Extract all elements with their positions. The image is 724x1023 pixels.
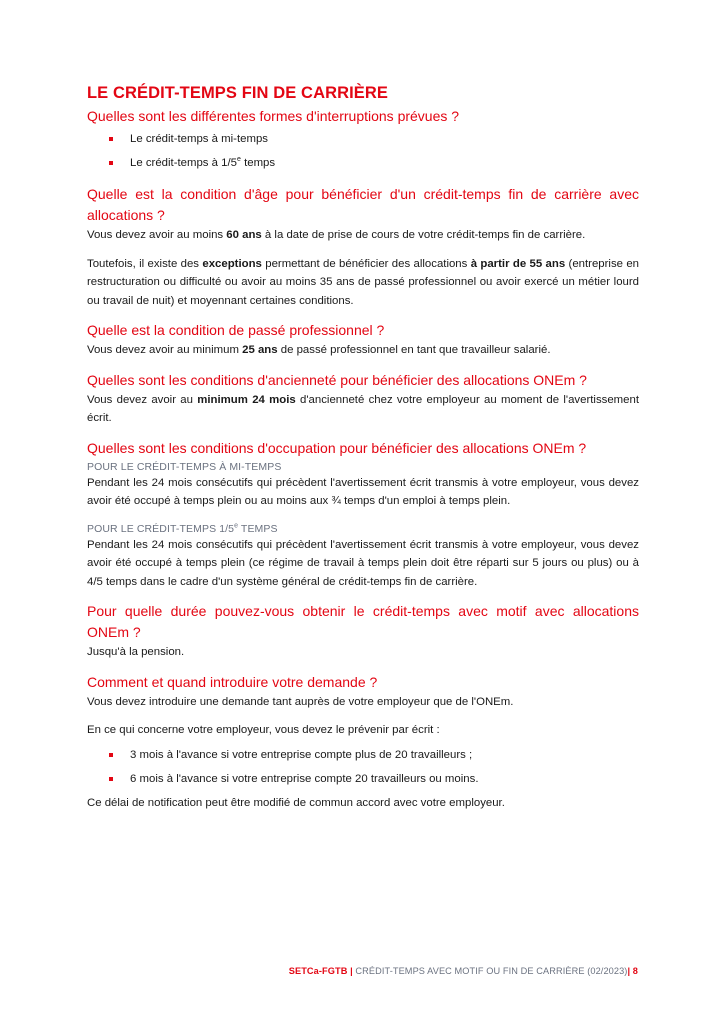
page-footer: SETCa-FGTB | CRÉDIT-TEMPS AVEC MOTIF OU FIN DE CARRIÈRE (02/2023)| 8 [288,966,638,976]
bullet-icon [109,753,113,757]
section-heading-career: Quelle est la condition de passé professionnel ? [87,322,385,338]
notice-list [87,746,639,788]
section-heading-occupation: Quelles sont les conditions d'occupation pour bénéficier des allocations ONEm ? [87,439,587,456]
paragraph: Vous devez introduire une demande tant auprès de votre employeur que de l'ONEm. [87,695,514,708]
paragraph: Pendant les 24 mois consécutifs qui précèdent l'avertissement écrit transmis à votre employeur, vous devez avoir été occupé à temps plein ou au moins aux ¾ temps d'un emploi à temps plein. [87,476,639,507]
paragraph: Pendant les 24 mois consécutifs qui précèdent l'avertissement écrit transmis à votre employeur, vous devez avoir été occupé à temps plein (ce régime de travail à temps plein doit être réparti sur 5 jours ou plus) ou à 4/5 temps dans le cadre d'un système général de crédit-temps fin de carrière. [87,538,639,588]
document-page [87,84,639,812]
paragraph: Vous devez avoir au minimum 25 ans de passé professionnel en tant que travailleur salarié. [87,344,551,356]
bullet-icon [109,137,113,141]
paragraph: Jusqu'à la pension. [87,646,185,658]
list-item: 6 mois à l'avance si votre entreprise compte 20 travailleurs ou moins. [87,770,639,788]
bullet-icon [109,161,113,165]
list-item: Le crédit-temps à 1/5e temps [87,154,639,172]
paragraph: Toutefois, il existe des exceptions permettant de bénéficier des allocations à partir de 55 ans (entreprise en restructuration ou difficulté ou avoir au moins 35 ans de passé professionnel ou avoir exercé un métier lourd ou travail de nuit) et moyennant certaines conditions. [87,257,639,307]
section-heading-seniority: Quelles sont les conditions d'ancienneté pour bénéficier des allocations ONEm ? [87,371,587,388]
paragraph: Ce délai de notification peut être modifié de commun accord avec votre employeur. [87,796,505,809]
section-heading-request: Comment et quand introduire votre demande ? [87,673,378,690]
page-number: 8 [632,966,638,976]
section-heading-age: Quelle est la condition d'âge pour bénéficier d'un crédit-temps fin de carrière avec allocations ? [87,186,639,223]
page-title: LE CRÉDIT-TEMPS FIN DE CARRIÈRE [87,84,389,102]
footer-title: CRÉDIT-TEMPS AVEC MOTIF OU FIN DE CARRIÈRE (02/2023) [355,966,628,976]
bullet-icon [109,777,113,781]
paragraph: Vous devez avoir au moins 60 ans à la date de prise de cours de votre crédit-temps fin de carrière. [87,229,586,241]
list-item: 3 mois à l'avance si votre entreprise compte plus de 20 travailleurs ; [87,746,639,764]
list-item: Le crédit-temps à mi-temps [87,130,639,148]
paragraph: En ce qui concerne votre employeur, vous devez le prévenir par écrit : [87,724,440,736]
section-heading-duration: Pour quelle durée pouvez-vous obtenir le crédit-temps avec motif avec allocations ONEm ? [87,603,639,640]
footer-brand: SETCa-FGTB [288,966,348,976]
subheading-half-time: POUR LE CRÉDIT-TEMPS À MI-TEMPS [87,460,282,473]
section-heading-forms: Quelles sont les différentes formes d'interruptions prévues ? [87,108,460,124]
forms-list [87,130,639,172]
paragraph: Vous devez avoir au minimum 24 mois d'ancienneté chez votre employeur au moment de l'avertissement écrit. [87,393,639,424]
subheading-fifth-time: POUR LE CRÉDIT-TEMPS 1/5e TEMPS [87,522,278,535]
